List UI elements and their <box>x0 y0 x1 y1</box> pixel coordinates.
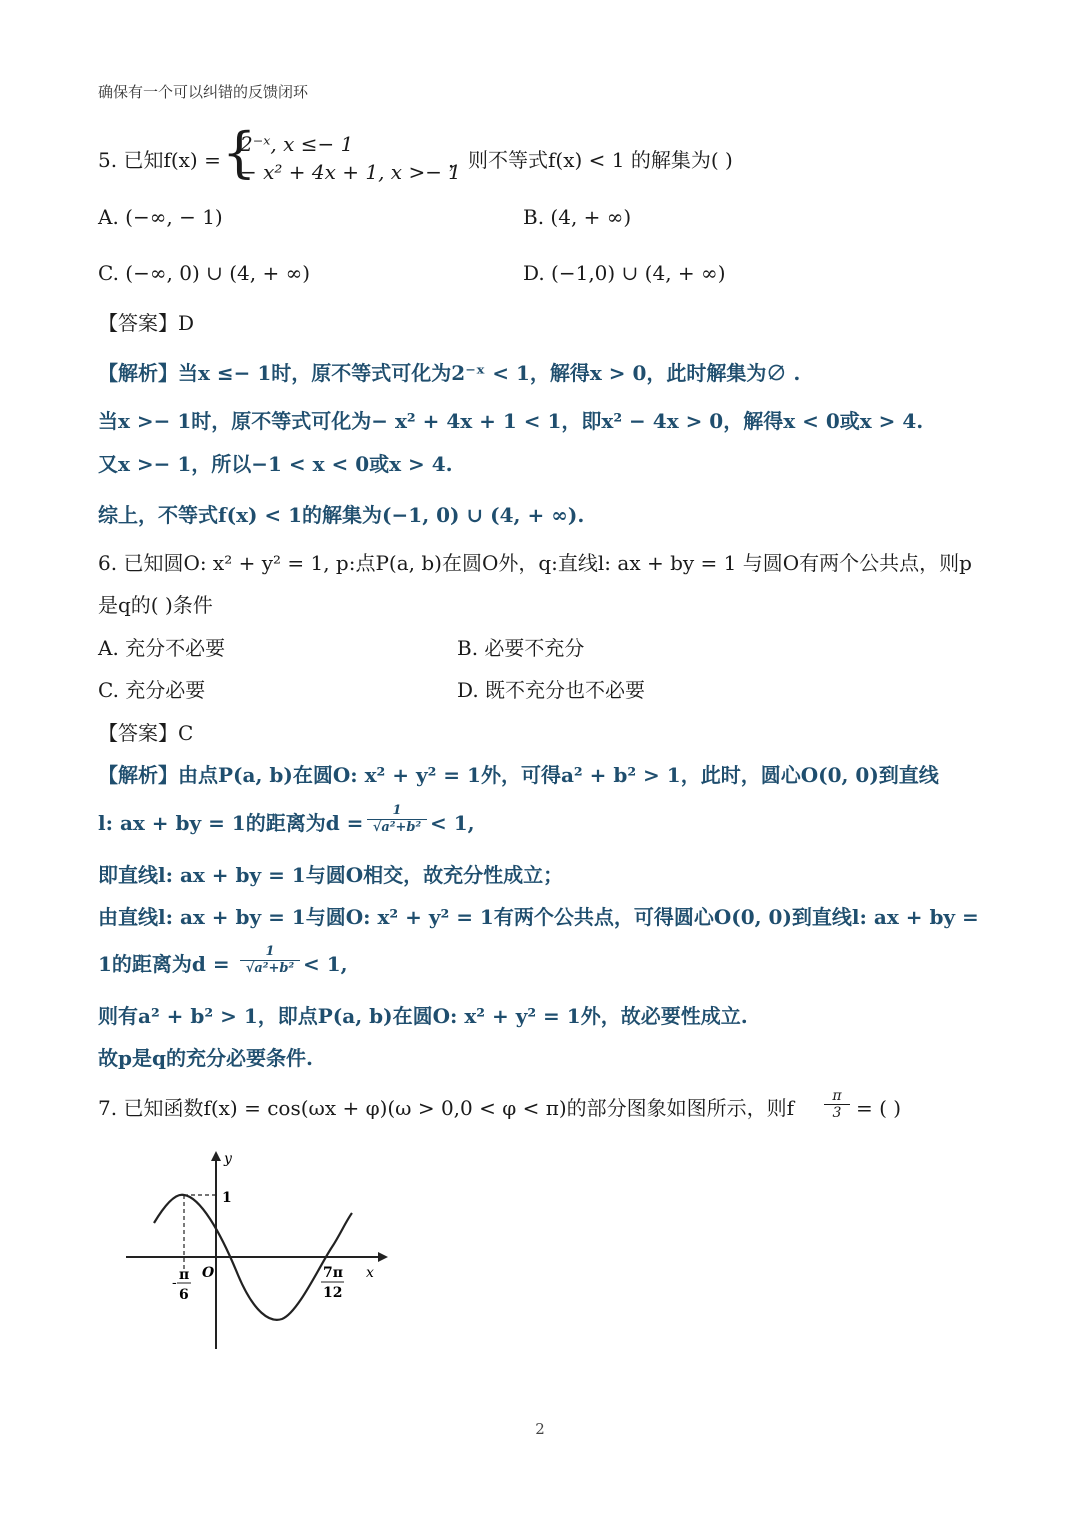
q6-analysis-2: l: ax + by = 1的距离为d = <box>98 811 364 835</box>
q5-analysis-4: 综上，不等式f(x) < 1的解集为(−1, 0) ∪ (4, + ∞). <box>98 503 585 527</box>
q5-analysis-1: 【解析】当x ≤− 1时，原不等式可化为2⁻ˣ < 1，解得x > 0，此时解集为∅ . <box>98 361 801 385</box>
q5-analysis-2: 当x >− 1时，原不等式可化为− x² + 4x + 1 < 1，即x² − 4x > 0，解得x < 0或x > 4. <box>98 409 924 433</box>
seven-pi-12-denominator: 12 <box>323 1285 343 1301</box>
neg-pi-6-denominator: 6 <box>179 1287 189 1303</box>
cosine-graph-figure <box>120 1145 390 1355</box>
q6-stem-line1: 6. 已知圆O: x² + y² = 1, p:点P(a, b)在圆O外，q:直线l: ax + by = 1 与圆O有两个公共点，则p <box>98 551 972 575</box>
q7-stem-end: = ( ) <box>856 1096 902 1120</box>
q6-option-a: A. 充分不必要 <box>98 636 226 660</box>
q6-option-b: B. 必要不充分 <box>457 636 585 660</box>
q6-analysis-2-tail: < 1, <box>430 811 475 835</box>
q6-analysis-4: 由直线l: ax + by = 1与圆O: x² + y² = 1有两个公共点，可得圆心O(0, 0)到直线l: ax + by = <box>98 905 979 929</box>
q6-analysis-1: 【解析】由点P(a, b)在圆O: x² + y² = 1外，可得a² + b² > 1，此时，圆心O(0, 0)到直线 <box>98 763 939 787</box>
fraction-numerator: 1 <box>367 803 427 820</box>
q5-stem-suffix: ，则不等式f(x) < 1 的解集为( ) <box>448 148 733 172</box>
q6-option-c: C. 充分必要 <box>98 678 206 702</box>
arg-denominator: 3 <box>832 1105 842 1121</box>
distance-fraction-1 <box>367 803 427 835</box>
x-axis-label: x <box>366 1265 374 1281</box>
distance-fraction-2 <box>240 944 300 976</box>
neg-sign-label: - <box>172 1275 177 1291</box>
q5-option-d: D. (−1,0) ∪ (4, + ∞) <box>523 261 726 285</box>
q5-option-a: A. (−∞, − 1) <box>98 205 223 229</box>
q5-analysis-3: 又x >− 1，所以−1 < x < 0或x > 4. <box>98 452 453 476</box>
q6-analysis-6: 则有a² + b² > 1，即点P(a, b)在圆O: x² + y² = 1外，故必要性成立. <box>98 1004 748 1028</box>
q5-piece2: − x² + 4x + 1, x >− 1 <box>240 160 462 184</box>
page-header: 确保有一个可以纠错的反馈闭环 <box>98 83 309 101</box>
q6-analysis-5: 1的距离为d = <box>98 952 230 976</box>
q5-option-c: C. (−∞, 0) ∪ (4, + ∞) <box>98 261 311 285</box>
neg-pi-6-numerator: π <box>179 1267 190 1283</box>
q6-stem-line2: 是q的( )条件 <box>98 593 213 617</box>
q5-option-b: B. (4, + ∞) <box>523 205 632 229</box>
q5-stem-prefix: 5. 已知f(x) = <box>98 148 221 172</box>
piecewise-brace: { <box>222 121 257 184</box>
q6-option-d: D. 既不充分也不必要 <box>457 678 646 702</box>
q5-answer: 【答案】D <box>98 311 195 335</box>
origin-label: O <box>202 1265 215 1281</box>
q5-piece1: 2⁻ˣ, x ≤− 1 <box>240 132 354 156</box>
page-number: 2 <box>535 1420 545 1438</box>
fraction-numerator: 1 <box>240 944 300 961</box>
q6-analysis-3: 即直线l: ax + by = 1与圆O相交，故充分性成立； <box>98 863 564 887</box>
x-axis-arrow <box>378 1252 388 1262</box>
max-value-label: 1 <box>222 1190 232 1206</box>
q7-stem: 7. 已知函数f(x) = cos(ωx + φ)(ω > 0,0 < φ < π)的部分图象如图所示，则f <box>98 1096 795 1120</box>
y-axis-arrow <box>211 1151 221 1161</box>
q6-answer: 【答案】C <box>98 721 194 745</box>
q6-analysis-7: 故p是q的充分必要条件. <box>98 1046 313 1070</box>
fraction-denominator: √a²+b² <box>245 961 295 976</box>
seven-pi-12-numerator: 7π <box>323 1265 343 1281</box>
q6-analysis-5-tail: < 1, <box>303 952 348 976</box>
q7-argument-fraction <box>824 1088 850 1121</box>
fraction-denominator: √a²+b² <box>372 820 422 835</box>
arg-numerator: π <box>824 1088 850 1105</box>
y-axis-label: y <box>224 1151 232 1167</box>
